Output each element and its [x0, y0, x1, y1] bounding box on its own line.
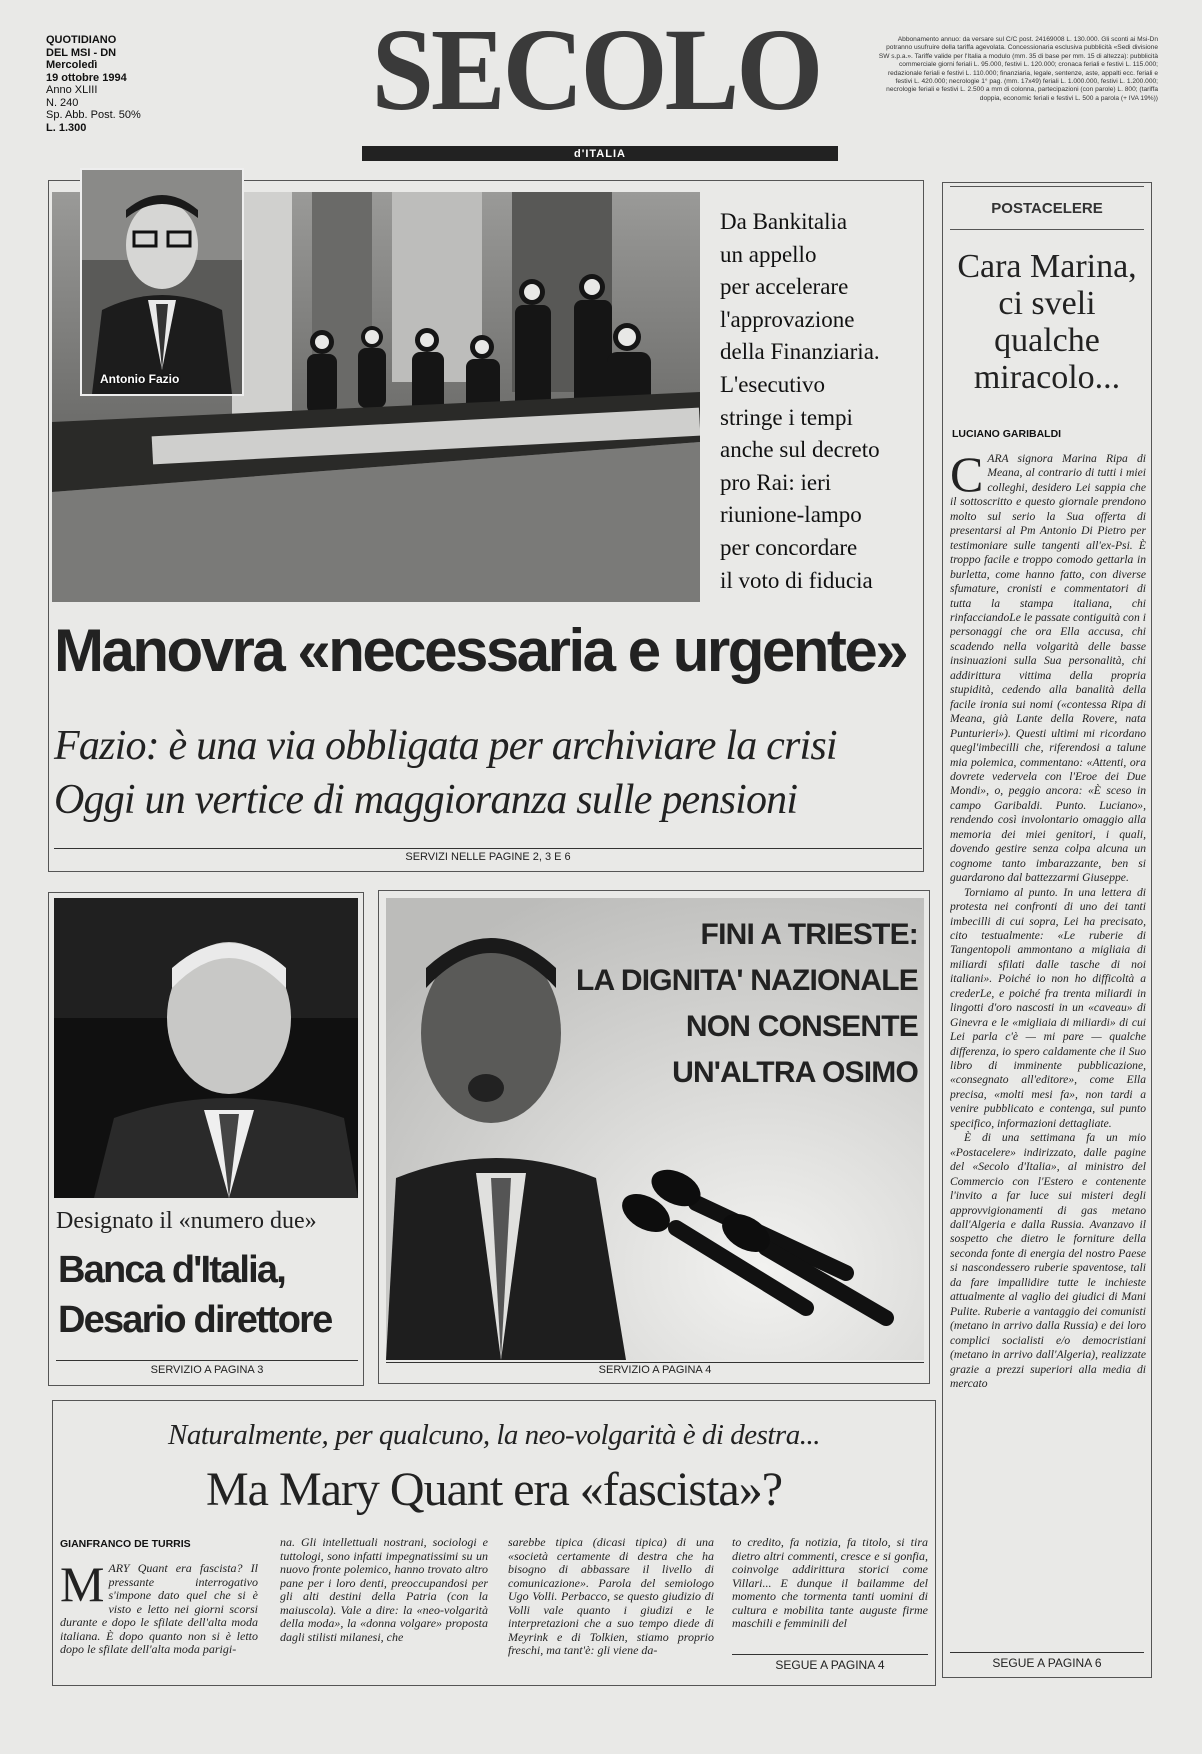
quant-column-4: to credito, fa notizia, fa titolo, si tira dietro altri commenti, cresce e si gonfia, coinvolge addirittura storici come Villari... E dunque il bailamme del momento che tormenta tanti uomini di cultura e mobilita tante auguste firme maschili e femminili del: [732, 1536, 928, 1630]
quant-column-2: na. Gli intellettuali nostrani, sociologi e tuttologi, sono infatti impegnatissimi su un nuovo fronte polemico, hanno trovato altro pane per i loro denti, preoccupandosi per gli alti destini della Patria (con la maiuscola). Vale a dire: la «neo-volgarità della moda», la «donna volgare» proposta dagli stilisti milanesi, che: [280, 1536, 488, 1644]
masthead-title: SECOLO: [371, 4, 821, 136]
postacelere-page-ref: SEGUE A PAGINA 6: [992, 1656, 1102, 1670]
postacelere-label: POSTACELERE: [991, 200, 1103, 217]
lead-subheadline-2: Oggi un vertice di maggioranza sulle pensioni: [54, 777, 798, 823]
desario-portrait-image: [54, 898, 358, 1198]
fazio-photo-caption: Antonio Fazio: [100, 372, 180, 386]
postacelere-ref-rule: [950, 1652, 1144, 1653]
quant-page-ref: SEGUE A PAGINA 4: [775, 1658, 885, 1672]
masthead-info-line: Mercoledì: [46, 59, 98, 71]
postacelere-body: [950, 452, 1146, 1652]
lead-ref-rule: [54, 848, 922, 849]
desario-headline-line2: Desario direttore: [58, 1299, 332, 1341]
fini-page-ref: SERVIZIO A PAGINA 4: [598, 1364, 712, 1376]
postacelere-paragraph: [950, 452, 1146, 886]
masthead-info-line: DEL MSI - DN: [46, 46, 117, 59]
masthead-info-line: Anno XLIII: [46, 84, 98, 96]
postacelere-paragraph: È di una settimana fa un mio «Postacelere» indirizzato, dalle pagine del «Secolo d'Italia», al ministro del Commercio con l'Estero e contenente l'invito a far luce sui misteri degli approvvigionamenti di gas metano dall'Algeria e dalla Russia. Avanzavo il sospetto che dietro le forniture della seconda fonte di energia del nostro Paese si nascondessero ruberie spaventose, tali da fare impallidire tutte le inchieste attualmente al vaglio dei giudici di Mani Pulite. Ruberie a vantaggio dei comunisti (metano in arrivo dalla Russia) e dei loro complici socialisti e/o democristiani (metano in arrivo dall'Algeria), realizzate grazie a prezzi superiori alla media di mercato: [950, 1131, 1146, 1390]
lead-kicker-line: per concordare: [720, 534, 858, 560]
fini-headline-line: NON CONSENTE: [685, 1010, 918, 1043]
fini-headline-line: FINI A TRIESTE:: [700, 918, 918, 951]
lead-subheadline-1: Fazio: è una via obbligata per archiviare la crisi: [54, 723, 837, 769]
desario-page-ref: SERVIZIO A PAGINA 3: [150, 1364, 264, 1376]
postacelere-headline-line: miracolo...: [973, 359, 1121, 396]
quant-column-1: [60, 1562, 258, 1680]
fini-headline-line: LA DIGNITA' NAZIONALE: [576, 964, 918, 997]
desario-ref-rule: [56, 1360, 358, 1361]
lead-kicker-line: pro Rai: ieri: [720, 469, 832, 495]
quant-byline: GIANFRANCO DE TURRIS: [60, 1538, 191, 1550]
lead-kicker-line: stringe i tempi: [720, 404, 853, 430]
quant-column-3: sarebbe tipica (dicasi tipica) di una «società certamente di destra che ha bisogno di abbassare il livello di comunicazione». Parola del semiologo Ugo Volli. Perbacco, se questo giudizio di Volli vale quanto i giudizi e le interpretazioni che a suo tempo diede di Meyrink e di Tolkien, stiamo proprio freschi, ma tant'è: gli viene da-: [508, 1536, 714, 1657]
masthead-info-line: Sp. Abb. Post. 50%: [46, 109, 141, 121]
masthead-info-line: N. 240: [46, 96, 79, 109]
quant-kicker: Naturalmente, per qualcuno, la neo-volgarità è di destra...: [168, 1419, 820, 1451]
postacelere-paragraph-text: ARA signora Marina Ripa di Meana, al contrario di tutti i miei colleghi, desidero Lei sappia che il sottoscritto e questo giornale prendono molto sul serio la Sua offerta di presentarsi al Pm Antonio Di Pietro per testimoniare sulle tangenti all'ex-Psi. È troppo facile e troppo comodo gettarla in burletta, come hanno fatto, con diverse sfumature, cronisti e commentatori di tutta la stampa italiana, chi rinfacciandoLe le passate contiguità con i personaggi che ora Ella accusa, chi scadendo nella volgarità delle basse insinuazioni sulla Sua personalità, chi addirittura vittima della propria stupidità, cedendo alla banalità della facile ironia sui nomi («contessa Ripa di Meana, già Lante della Rovere, nata Punturieri»). Questi ultimi mi ricordano quegl'imbecilli che, riferendosi a talune mia polemica, commentano: «Attenti, ora dovrete vedervela con l'Eroe dei Due Mondi», o, peggio ancora: «È sceso in campo Garibaldi. Punto. Luciano», rendendo così involontario omaggio alla memoria dei miei genitori, i quali, dovendo gestire senza colpa alcuna un cognome tanto imbarazzante, ben si guardarono dal battezzarmi Giuseppe.: [950, 452, 1146, 885]
lead-kicker-line: L'esecutivo: [720, 371, 826, 397]
quant-dropcap: M: [60, 1562, 105, 1612]
masthead-info-line: L. 1.300: [46, 121, 87, 134]
fazio-portrait-image: [82, 170, 242, 394]
postacelere-byline: LUCIANO GARIBALDI: [952, 428, 1062, 440]
lead-kicker-line: per accelerare: [720, 274, 849, 300]
fini-headline-line: UN'ALTRA OSIMO: [672, 1056, 918, 1089]
quant-headline: Ma Mary Quant era «fascista»?: [205, 1463, 783, 1516]
postacelere-headline-line: Cara Marina,: [957, 248, 1137, 285]
lead-kicker-line: un appello: [720, 241, 817, 267]
postacelere-headline: [944, 248, 1150, 396]
masthead-right-info: Abbonamento annuo: da versare sul C/C post. 24169008 L. 130.000. Gli sconti ai Msi-Dn potranno usufruire della tariffa agevolata. Concessionaria esclusiva pubblicità «Sedi divisione SW s.p.a.». Tariffe valide per l'Italia a modulo (mm. 35 di base per mm. 15 di altezza): pubblicità commerciale giorni feriali L. 95.000, festivi L. 120.000; cronaca feriali e festivi L. 115.000; redazionale feriali e festivi L. 110.000; finanziaria, legale, sentenze, aste, appalti ecc. feriali e festivi L. 420.000; necrologie 1° pag. (mm. 17x49) feriali L. 1.000.000, festivi L. 1.200.000; necrologie feriali e festivi L. 2.500 a mm di colonna, partecipazioni (con parole) L. 800; (tariffa doppia, economic feriali e festivi L. 500 a parola (+ IVA 19%)): [878, 36, 1158, 102]
lead-kicker-line: il voto di fiducia: [720, 567, 873, 593]
desario-portrait-photo: [54, 898, 358, 1198]
postacelere-label-rule: [950, 229, 1144, 230]
postacelere-dropcap: C: [950, 452, 984, 502]
desario-kicker: Designato il «numero due»: [56, 1208, 317, 1234]
masthead-left-info: [46, 34, 196, 134]
masthead-subtitle: d'ITALIA: [574, 148, 626, 160]
fini-ref-rule: [386, 1362, 924, 1363]
masthead-info-line: 19 ottobre 1994: [46, 71, 127, 84]
quant-column-1-text: ARY Quant era fascista? Il pressante interrogativo s'impone dato quel che si è visto e letto nei giorni scorsi durante e dopo le sfilate dell'alta moda italiana. È dopo quanto non si è letto dopo le sfilate dell'alta moda parigi-: [60, 1562, 258, 1656]
masthead-subtitle-bar: [362, 146, 838, 161]
lead-headline: Manovra «necessaria e urgente»: [54, 617, 907, 684]
lead-kicker-line: riunione-lampo: [720, 502, 862, 528]
masthead-info-line: QUOTIDIANO: [46, 34, 117, 46]
lead-page-ref: SERVIZI NELLE PAGINE 2, 3 E 6: [405, 851, 571, 863]
postacelere-headline-line: qualche: [994, 322, 1100, 359]
postacelere-headline-line: ci sveli: [998, 285, 1096, 322]
postacelere-paragraph: Torniamo al punto. In una lettera di protesta nei confronti di uno dei tanti imbecilli di cui sopra, Lei ha precisato, cito testualmente: «Le ruberie di Tangentopoli ammontano a migliaia di miliardi sfilati dalle tasche di noi italiani». Poiché io non ho difficoltà a crederLe, e poiché fra trenta miliardi in lingotti d'oro nascosti in un «caveau» di Ginevra e le «migliaia di miliardi» di cui Lei parla c'è — mi pare — qualche differenza, io spero caldamente che il Suo libro di imminente pubblicazione, «consegnato all'editore», come Ella precisa, «molti mesi fa», non tardi a venire pubblicato e contenga, sul punto specifico, informazioni dettagliate.: [950, 885, 1146, 1130]
quant-ref-rule: [732, 1654, 928, 1655]
desario-headline-line1: Banca d'Italia,: [58, 1249, 286, 1291]
lead-kicker-line: della Finanziaria.: [720, 339, 880, 365]
lead-kicker-line: Da Bankitalia: [720, 209, 848, 234]
fazio-portrait-photo: [80, 168, 244, 396]
postacelere-label-rule-top: [950, 186, 1144, 187]
lead-kicker-line: l'approvazione: [720, 306, 855, 332]
lead-kicker-line: anche sul decreto: [720, 437, 880, 463]
lead-kicker: [720, 206, 920, 597]
fini-headline: [540, 912, 918, 1096]
